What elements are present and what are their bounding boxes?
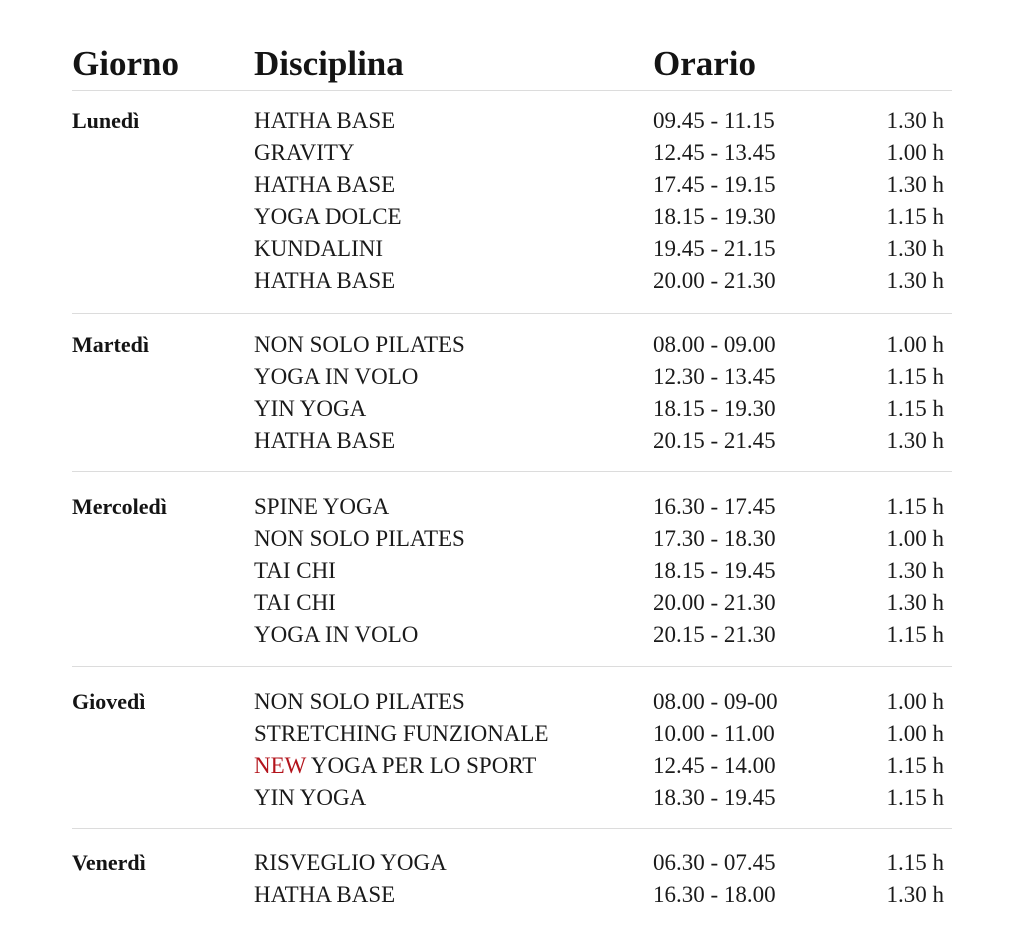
class-duration: 1.30 h <box>886 172 944 197</box>
day-group <box>72 314 952 472</box>
class-duration: 1.00 h <box>886 689 944 714</box>
class-duration: 1.00 h <box>886 140 944 165</box>
day-group <box>72 472 952 667</box>
class-row <box>72 523 952 555</box>
class-discipline <box>254 425 395 457</box>
class-discipline <box>254 879 395 911</box>
class-row <box>72 393 952 425</box>
class-discipline <box>254 265 395 297</box>
class-discipline <box>254 718 549 750</box>
class-duration: 1.30 h <box>886 108 944 133</box>
class-time: 20.15 - 21.30 <box>653 622 776 647</box>
class-discipline <box>254 361 418 393</box>
class-discipline <box>254 491 389 523</box>
class-discipline <box>254 201 402 233</box>
class-time: 17.45 - 19.15 <box>653 172 776 197</box>
class-row <box>72 491 952 523</box>
class-time: 18.15 - 19.30 <box>653 204 776 229</box>
new-badge: NEW <box>254 753 306 778</box>
discipline-name: YIN YOGA <box>254 396 367 421</box>
class-duration: 1.30 h <box>886 590 944 615</box>
class-time: 17.30 - 18.30 <box>653 526 776 551</box>
class-row <box>72 265 952 297</box>
schedule-table <box>72 38 952 911</box>
class-time: 08.00 - 09.00 <box>653 332 776 357</box>
class-discipline <box>254 169 395 201</box>
discipline-name: NON SOLO PILATES <box>254 332 465 357</box>
day-label: Lunedì <box>72 108 140 133</box>
class-duration: 1.30 h <box>886 558 944 583</box>
class-duration: 1.15 h <box>886 494 944 519</box>
class-row <box>72 169 952 201</box>
class-time: 20.00 - 21.30 <box>653 590 776 615</box>
header-day: Giorno <box>72 44 179 83</box>
day-label: Giovedì <box>72 689 146 714</box>
discipline-name: RISVEGLIO YOGA <box>254 850 447 875</box>
class-duration: 1.15 h <box>886 364 944 389</box>
class-row <box>72 361 952 393</box>
header-time: Orario <box>653 44 757 83</box>
class-row <box>72 233 952 265</box>
discipline-name: HATHA BASE <box>254 108 396 133</box>
class-time: 12.30 - 13.45 <box>653 364 776 389</box>
class-discipline <box>254 686 465 718</box>
class-discipline <box>254 329 465 361</box>
day-group <box>72 829 952 911</box>
class-row <box>72 425 952 457</box>
class-duration: 1.00 h <box>886 526 944 551</box>
discipline-name: HATHA BASE <box>254 882 396 907</box>
class-duration: 1.15 h <box>886 622 944 647</box>
class-time: 06.30 - 07.45 <box>653 850 776 875</box>
discipline-name: HATHA BASE <box>254 268 396 293</box>
class-row <box>72 718 952 750</box>
discipline-name: KUNDALINI <box>254 236 384 261</box>
class-time: 20.15 - 21.45 <box>653 428 776 453</box>
class-discipline <box>254 587 336 619</box>
class-time: 16.30 - 17.45 <box>653 494 776 519</box>
day-label: Mercoledì <box>72 494 167 519</box>
discipline-name: HATHA BASE <box>254 172 396 197</box>
class-duration: 1.00 h <box>886 721 944 746</box>
class-time: 09.45 - 11.15 <box>653 108 775 133</box>
discipline-name: GRAVITY <box>254 140 355 165</box>
class-discipline <box>254 847 447 879</box>
class-row <box>72 782 952 814</box>
discipline-name: STRETCHING FUNZIONALE <box>254 721 549 746</box>
class-duration: 1.30 h <box>886 882 944 907</box>
class-time: 08.00 - 09-00 <box>653 689 778 714</box>
class-time: 12.45 - 13.45 <box>653 140 776 165</box>
class-discipline <box>254 750 536 782</box>
class-row <box>72 329 952 361</box>
class-row <box>72 201 952 233</box>
discipline-name: SPINE YOGA <box>254 494 390 519</box>
class-time: 20.00 - 21.30 <box>653 268 776 293</box>
class-discipline <box>254 619 418 651</box>
class-discipline <box>254 105 395 137</box>
class-time: 18.15 - 19.45 <box>653 558 776 583</box>
class-discipline <box>254 782 366 814</box>
class-row <box>72 619 952 651</box>
class-duration: 1.00 h <box>886 332 944 357</box>
class-duration: 1.15 h <box>886 204 944 229</box>
class-time: 18.30 - 19.45 <box>653 785 776 810</box>
class-discipline <box>254 393 366 425</box>
class-row <box>72 137 952 169</box>
day-label: Venerdì <box>72 850 146 875</box>
discipline-name: YOGA IN VOLO <box>254 622 419 647</box>
class-time: 16.30 - 18.00 <box>653 882 776 907</box>
class-discipline <box>254 555 336 587</box>
class-row <box>72 105 952 137</box>
discipline-name: NON SOLO PILATES <box>254 526 465 551</box>
discipline-name: NON SOLO PILATES <box>254 689 465 714</box>
class-duration: 1.15 h <box>886 396 944 421</box>
table-header <box>72 38 952 91</box>
discipline-name: TAI CHI <box>254 558 336 583</box>
header-discipline: Disciplina <box>254 44 404 83</box>
class-row <box>72 587 952 619</box>
class-discipline <box>254 523 465 555</box>
discipline-name: YOGA DOLCE <box>254 204 402 229</box>
class-discipline <box>254 233 383 265</box>
discipline-name: YOGA IN VOLO <box>254 364 419 389</box>
day-group <box>72 91 952 314</box>
class-time: 18.15 - 19.30 <box>653 396 776 421</box>
day-group <box>72 667 952 829</box>
discipline-name: YOGA PER LO SPORT <box>310 753 537 778</box>
day-groups <box>72 91 952 911</box>
discipline-name: TAI CHI <box>254 590 336 615</box>
day-label: Martedì <box>72 332 149 357</box>
class-duration: 1.30 h <box>886 428 944 453</box>
class-row <box>72 879 952 911</box>
class-duration: 1.15 h <box>886 785 944 810</box>
class-row <box>72 686 952 718</box>
class-row <box>72 750 952 782</box>
class-duration: 1.15 h <box>886 850 944 875</box>
class-duration: 1.30 h <box>886 236 944 261</box>
class-duration: 1.30 h <box>886 268 944 293</box>
class-row <box>72 555 952 587</box>
class-discipline <box>254 137 355 169</box>
class-duration: 1.15 h <box>886 753 944 778</box>
discipline-name: YIN YOGA <box>254 785 367 810</box>
class-time: 12.45 - 14.00 <box>653 753 776 778</box>
discipline-name: HATHA BASE <box>254 428 396 453</box>
class-time: 19.45 - 21.15 <box>653 236 776 261</box>
class-time: 10.00 - 11.00 <box>653 721 775 746</box>
class-row <box>72 847 952 879</box>
